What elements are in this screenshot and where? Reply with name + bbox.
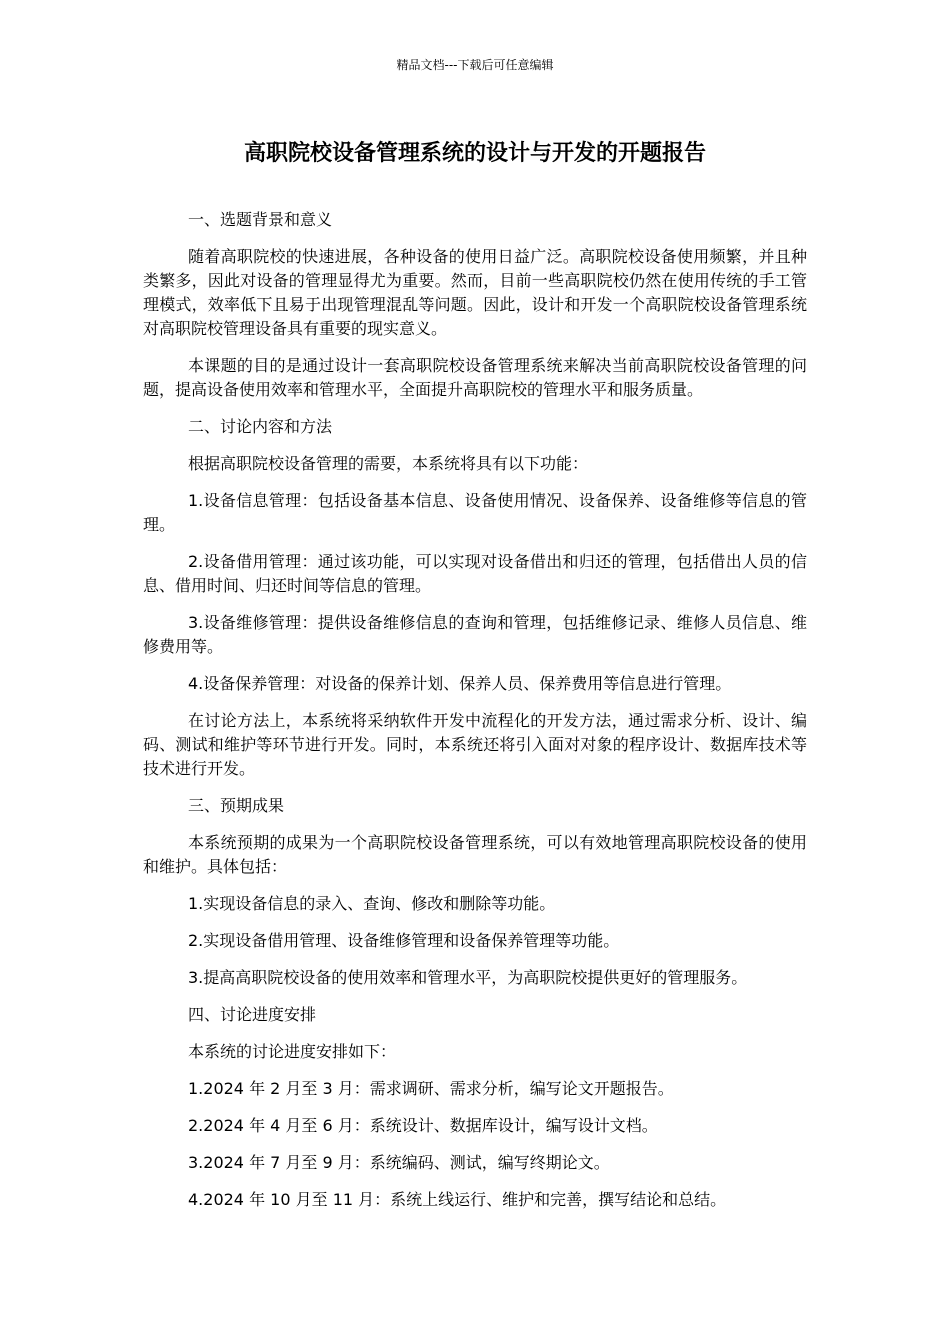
page-header: 精品文档---下载后可任意编辑	[396, 58, 554, 72]
list-item-schedule-4: 4.2024 年 10 月至 11 月：系统上线运行、维护和完善，撰写结论和总结。	[188, 1190, 727, 1209]
paragraph-results-intro: 本系统预期的成果为一个高职院校设备管理系统，可以有效地管理高职院校设备的使用和维护。具体包括：	[143, 833, 807, 876]
list-item-schedule-1: 1.2024 年 2 月至 3 月：需求调研、需求分析，编写论文开题报告。	[188, 1079, 674, 1098]
paragraph-methods: 在讨论方法上，本系统将采纳软件开发中流程化的开发方法，通过需求分析、设计、编码、测试和维护等环节进行开发。同时，本系统还将引入面对对象的程序设计、数据库技术等技术进行开发。	[143, 711, 807, 778]
paragraph-background: 随着高职院校的快速进展，各种设备的使用日益广泛。高职院校设备使用频繁，并且种类繁多，因此对设备的管理显得尤为重要。然而，目前一些高职院校仍然在使用传统的手工管理模式，效率低下且易于出现管理混乱等问题。因此，设计和开发一个高职院校设备管理系统对高职院校管理设备具有重要的现实意义。	[143, 247, 807, 338]
list-item-function-3: 3.设备维修管理：提供设备维修信息的查询和管理，包括维修记录、维修人员信息、维修费用等。	[143, 613, 807, 656]
list-item-schedule-2: 2.2024 年 4 月至 6 月：系统设计、数据库设计，编写设计文档。	[188, 1116, 658, 1135]
section-heading-content-methods: 二、讨论内容和方法	[188, 417, 333, 436]
list-item-function-1: 1.设备信息管理：包括设备基本信息、设备使用情况、设备保养、设备维修等信息的管理。	[143, 491, 807, 534]
section-heading-schedule: 四、讨论进度安排	[188, 1005, 317, 1024]
section-heading-expected-results: 三、预期成果	[188, 796, 285, 815]
list-item-schedule-3: 3.2024 年 7 月至 9 月：系统编码、测试，编写终期论文。	[188, 1153, 610, 1172]
document-title: 高职院校设备管理系统的设计与开发的开题报告	[243, 141, 706, 166]
list-item-result-2: 2.实现设备借用管理、设备维修管理和设备保养管理等功能。	[188, 931, 620, 950]
document-body	[143, 208, 807, 1225]
list-item-function-2: 2.设备借用管理：通过该功能，可以实现对设备借出和归还的管理，包括借出人员的信息、借用时间、归还时间等信息的管理。	[143, 552, 807, 595]
paragraph-functions-intro: 根据高职院校设备管理的需要，本系统将具有以下功能：	[188, 454, 589, 473]
list-item-function-4: 4.设备保养管理：对设备的保养计划、保养人员、保养费用等信息进行管理。	[188, 674, 732, 693]
list-item-result-1: 1.实现设备信息的录入、查询、修改和删除等功能。	[188, 894, 556, 913]
paragraph-purpose: 本课题的目的是通过设计一套高职院校设备管理系统来解决当前高职院校设备管理的问题，提高设备使用效率和管理水平，全面提升高职院校的管理水平和服务质量。	[143, 356, 807, 399]
list-item-result-3: 3.提高高职院校设备的使用效率和管理水平，为高职院校提供更好的管理服务。	[188, 968, 748, 987]
paragraph-schedule-intro: 本系统的讨论进度安排如下：	[188, 1042, 397, 1061]
section-heading-background: 一、选题背景和意义	[188, 210, 333, 229]
